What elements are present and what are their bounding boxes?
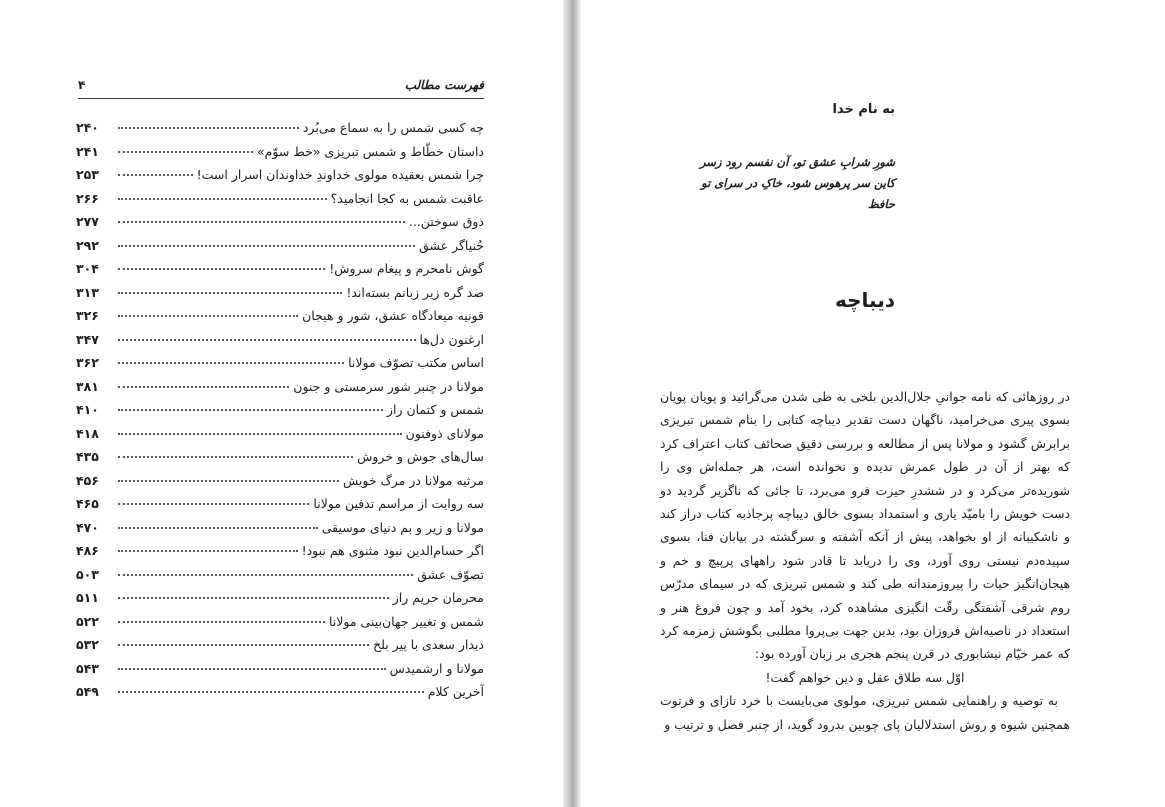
toc-leader-dots (118, 549, 298, 552)
toc-leader-dots (118, 690, 424, 693)
toc-entry-title: مرثیه مولانا در مرگ خویش (343, 472, 484, 488)
toc-entry (76, 120, 484, 144)
basmala: به نام خدا (832, 102, 895, 117)
toc-entry-page: ۲۷۷ (76, 214, 99, 229)
toc-entry-page: ۲۴۰ (76, 120, 99, 135)
toc-leader-dots (118, 620, 325, 623)
toc-entry-title: ذوق سوختن... (408, 214, 484, 229)
toc-entry-title: حُنیاگر عشق (419, 237, 484, 253)
toc-entry-page: ۲۶۶ (76, 190, 99, 206)
quote-line: اوّل سه طلاق عقل و دین خواهم گفت! (765, 669, 965, 685)
toc-leader-dots (118, 432, 402, 435)
toc-entry-title: محرمان حریم راز (392, 590, 484, 605)
toc-entry (76, 661, 484, 685)
toc-entry-title: مولانا و ارشمیدس (389, 660, 484, 676)
toc-leader-dots (118, 573, 413, 576)
toc-entry-page: ۴۳۵ (76, 449, 99, 464)
toc-entry-page: ۲۴۱ (76, 143, 99, 159)
toc-entry-title: سال‌های جوش و خروش (357, 449, 484, 464)
toc-entry (76, 285, 484, 309)
toc-leader-dots (118, 385, 289, 388)
toc-leader-dots (118, 220, 405, 223)
verse-line-1: شورِ شرابِ عشق تو، آن نفسم رود زسر (699, 155, 895, 169)
toc-entry-title: اگر حسام‌الدین نبود مثنوی هم نبود! (301, 543, 484, 558)
toc-entry-title: مولانا در چنبر شور سرمستی و جنون (293, 378, 484, 394)
toc-entry (76, 567, 484, 591)
toc-leader-dots (118, 667, 386, 670)
page-number: ۴ (78, 78, 86, 92)
toc-entry (76, 379, 484, 403)
toc-leader-dots (118, 596, 389, 599)
body-text (660, 385, 1070, 736)
toc-leader-dots (118, 455, 353, 458)
toc-entry (76, 308, 484, 332)
toc-leader-dots (118, 643, 369, 646)
toc-entry-page: ۵۰۳ (76, 566, 99, 582)
toc-entry-title: تصوّف عشق (417, 566, 484, 582)
toc-entry-title: قونیه میعادگاه عشق، شور و هیجان (302, 308, 484, 323)
toc-entry (76, 684, 484, 708)
toc-entry (76, 214, 484, 238)
toc-leader-dots (118, 502, 309, 505)
verse-line-2: کاین سر پرهوس شود، خاکِ در سرای تو (701, 176, 895, 190)
toc-entry (76, 520, 484, 544)
toc-entry (76, 426, 484, 450)
running-title: فهرست مطالب (404, 78, 484, 92)
toc-entry-title: مولانا و زیر و بم دنیای موسیقی (321, 519, 484, 535)
toc-entry (76, 238, 484, 262)
toc-leader-dots (118, 267, 325, 270)
toc-leader-dots (118, 526, 318, 529)
toc-entry-title: مولانای ذوفنون (405, 425, 484, 441)
toc-leader-dots (118, 197, 327, 200)
toc-entry-page: ۵۴۹ (76, 684, 99, 699)
toc-entry-page: ۴۱۰ (76, 402, 99, 417)
toc-entry-page: ۳۲۶ (76, 308, 99, 323)
toc-leader-dots (118, 338, 416, 341)
toc-entry-page: ۳۶۲ (76, 355, 99, 370)
toc-entry-page: ۴۶۵ (76, 496, 99, 511)
toc-entry-title: عاقبت شمس به کجا انجامید؟ (330, 190, 484, 206)
toc-entry-title: گوش نامحرم و پیغام سروش! (329, 261, 484, 276)
toc-entry-title: ارغنون دل‌ها (419, 331, 484, 347)
toc-entry-page: ۳۴۷ (76, 331, 99, 347)
toc-entry-page: ۴۵۶ (76, 472, 99, 488)
toc-entry-page: ۲۹۲ (76, 237, 99, 253)
toc-entry (76, 167, 484, 191)
toc-leader-dots (118, 150, 253, 153)
toc-entry-title: داستان خطّاط و شمس تبریزی «خط سوّم» (256, 143, 484, 159)
toc-entry-page: ۵۲۲ (76, 613, 99, 629)
toc-entry-page: ۴۷۰ (76, 519, 99, 535)
toc-leader-dots (118, 479, 339, 482)
toc-entry (76, 332, 484, 356)
running-head (78, 78, 484, 96)
toc-entry-title: شمس و کتمان راز (386, 402, 484, 417)
toc-entry (76, 543, 484, 567)
toc-leader-dots (118, 361, 344, 364)
toc-entry-title: اساس مکتب تصوّف مولانا (348, 355, 484, 370)
toc-leader-dots (118, 126, 299, 129)
toc-entry-page: ۵۱۱ (76, 590, 99, 605)
header-rule (78, 98, 484, 99)
toc-entry-page: ۳۱۳ (76, 284, 99, 300)
toc-entry-title: سه روایت از مراسم تدفین مولانا (313, 496, 484, 511)
toc-entry (76, 590, 484, 614)
toc-entry-title: صد گره زیر زبانم بسته‌اند! (346, 284, 484, 300)
toc-entry-page: ۳۰۴ (76, 261, 99, 276)
section-heading: دیباچه (835, 288, 895, 312)
toc-entry (76, 614, 484, 638)
toc-entry-title: آخرین کلام (427, 684, 484, 699)
toc-leader-dots (118, 291, 342, 294)
toc-entry (76, 191, 484, 215)
toc-entry (76, 637, 484, 661)
toc-entry-title: چه کسی شمس را به سماع می‌بُرد (302, 120, 484, 135)
table-of-contents (76, 120, 484, 708)
toc-entry (76, 449, 484, 473)
paragraph-2: به توصیه و راهنمایی شمس تبریزی، مولوی می‌بایست با خرد نازای و فرتوت همچنین شیوه و روش استدلالیان پای چوبین بدرود گوید، از چنبر فصل و ترتیب و (660, 693, 1070, 732)
toc-leader-dots (118, 244, 415, 247)
toc-leader-dots (118, 314, 298, 317)
toc-entry-page: ۳۸۱ (76, 378, 99, 394)
toc-entry (76, 496, 484, 520)
paragraph-1: در روزهائی که نامه جوانیِ جلال‌الدین بلخی به طی شدن می‌گرائید و پویان پویان بسوی پیری می‌خرامید، ناگهان دست تقدیر دیباچه کتابی را بنام شمس تبریزی برابرش گشود و مولانا پس از مطالعه و بررسی دقیق صحائف کتاب اعتراف کرد که بهتر از آن در طول عمرش ندیده و نخوانده است، هر جمله‌اش وی را شوریده‌تر می‌کرد و در ششدرِ حیرت فرو می‌برد، تا جائی که ناگزیر گردید دو دست خویش را بامیّد یاری و استمداد بسوی خالق دیباچه پرجاذبه کتاب دراز کند و ناشکیبانه از او بخواهد، پیش از آنکه آشفته و سرگشته در بیابان فنا، بسوی سپیده‌دم نیستی روی آورد، وی را دریابد تا قادر شود راههای پرپیچ و خم و هیجان‌انگیز حیات را پیروزمندانه طی کند و شمس تبریزی که در سیمای مدرّس روم شرقی آشفتگی رقّت انگیزی مشاهده کرد، بخود آمد و چون فروغ هنر و استعداد در ناصیه‌اش فروزان بود، بدین جهت بی‌پروا مطلبی بگوشش زمزمه کرد که عمر خیّام نیشابوری در قرن پنجم هجری بر زبان آورده بود: (660, 389, 1070, 662)
toc-entry-page: ۵۴۳ (76, 660, 99, 676)
verse-author: حافظ (867, 197, 895, 211)
toc-leader-dots (118, 173, 193, 176)
toc-entry-title: شمس و تغییر جهان‌بینی مولانا (328, 613, 484, 629)
toc-entry (76, 144, 484, 168)
toc-entry-page: ۲۵۳ (76, 167, 99, 182)
toc-entry-page: ۵۳۲ (76, 637, 99, 652)
toc-entry (76, 261, 484, 285)
toc-entry (76, 355, 484, 379)
toc-entry (76, 402, 484, 426)
toc-leader-dots (118, 408, 383, 411)
toc-entry (76, 473, 484, 497)
toc-entry-page: ۴۸۶ (76, 543, 99, 558)
toc-entry-page: ۴۱۸ (76, 425, 99, 441)
toc-entry-title: دیدار سعدی با پیر بلخ (373, 637, 484, 652)
epigraph-verse (660, 152, 895, 215)
book-spine (563, 0, 581, 807)
toc-entry-title: چرا شمس بعقیده مولوی خداوندِ خداوندان اسرار است! (196, 167, 484, 182)
